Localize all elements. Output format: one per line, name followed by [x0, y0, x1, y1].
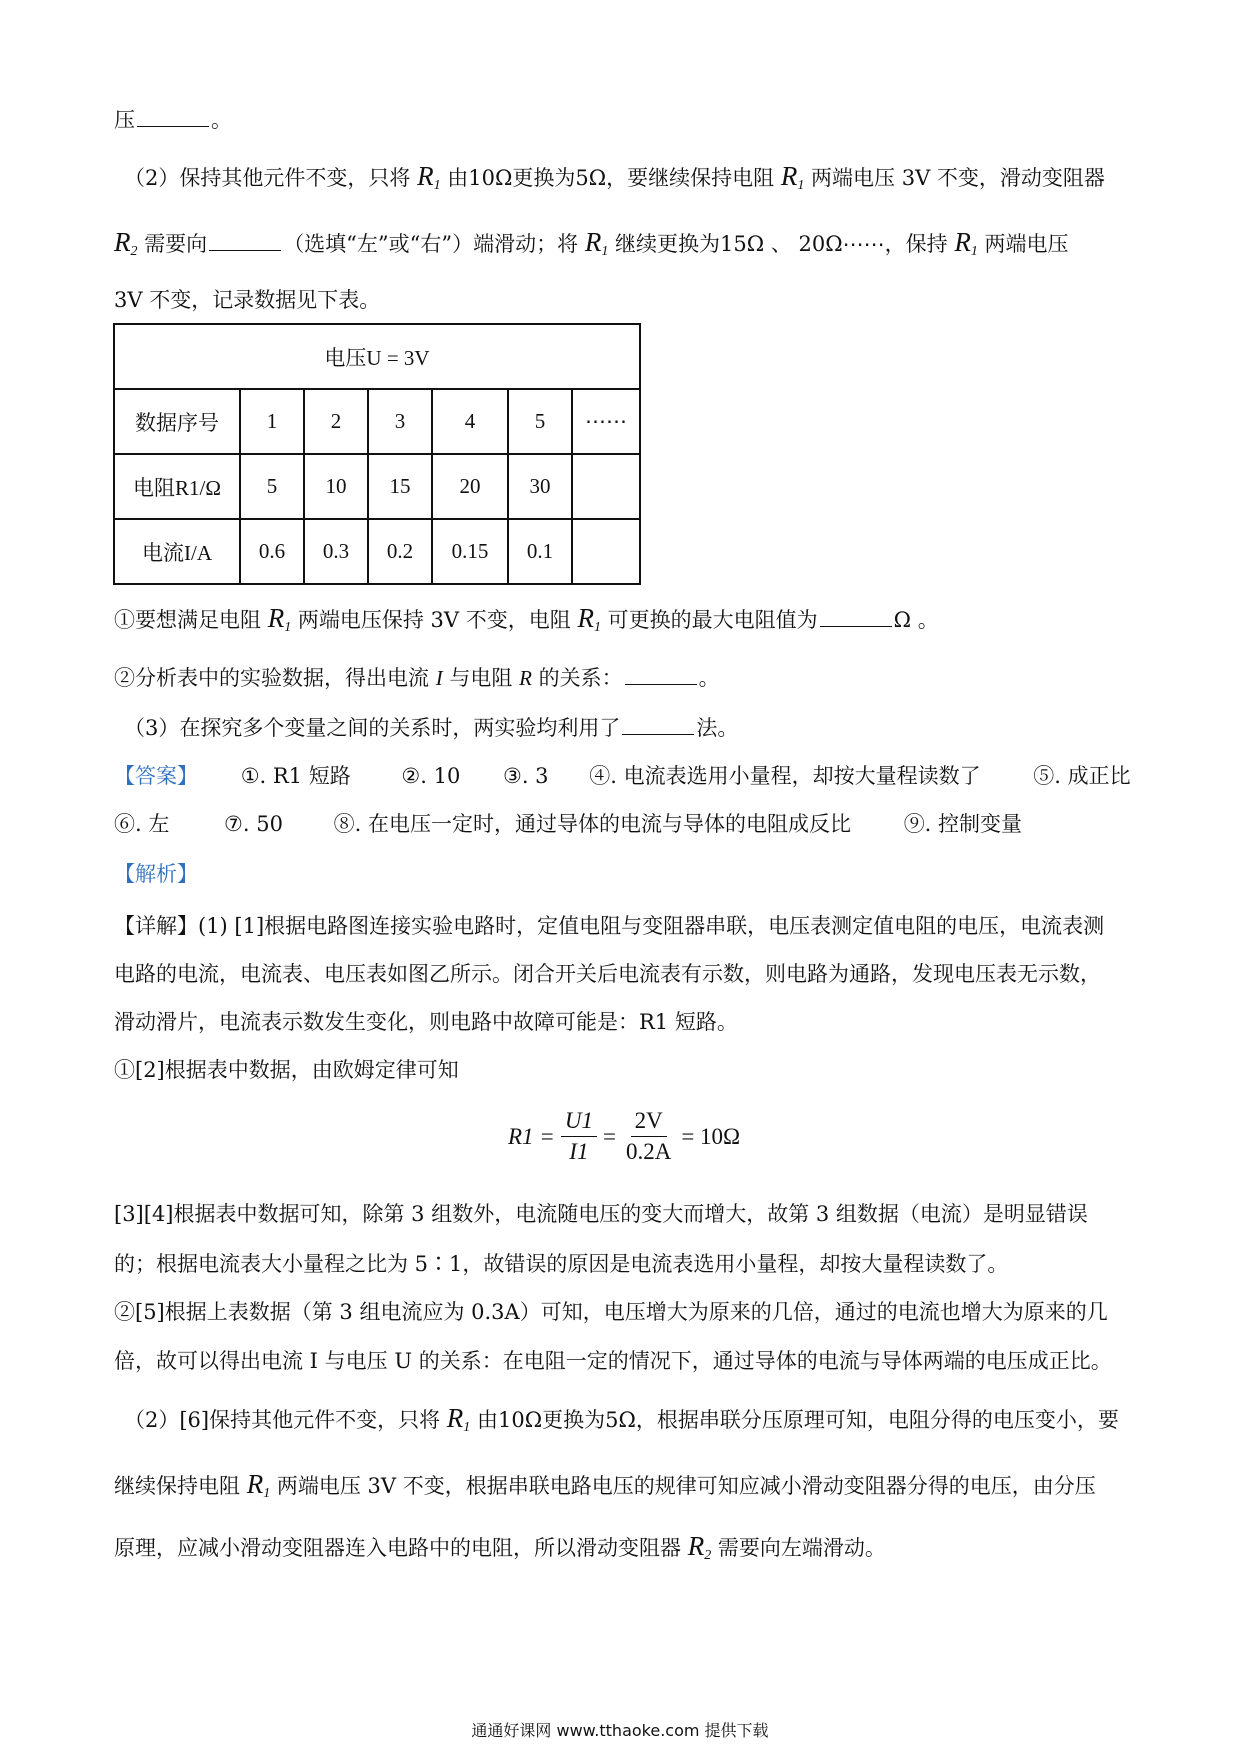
answer-line-1: 【答案】 ①. R1 短路 ②. 10 ③. 3 ④. 电流表选用小量程，却按大量程读数了 ⑤. 成正比: [114, 764, 1131, 788]
document-page: 压 。 （2）保持其他元件不变，只将 $R_1$ 由10Ω更换为5Ω，要继续保持电阻 $R_1$ 两端电压 3V 不变，滑动变阻器 $R_2$ 需要向 （选填“左”或“右”）端滑动；将 $R_1$ 继续更换为15Ω 、 20Ω⋯⋯，保持 $R_1$ 两端电压 3V 不变，记录数据见下表。 电压U = 3V 数据序号 1 2 3 4 5 ⋯⋯ 电阻R1/Ω 5 10 15 20 30 电流I/A 0.6 0.3 0.2 0.15 0.1 ①要想满足电阻 $R_1$ 两端电压保持 3V 不变，电阻 $R_1$ 可更换的最大电阻值为 Ω 。 ②分析表中的实验数据，得出电流 I 与电阻 R 的关系： 。 （3）在探究多个变量之间的关系时，两实验均利用了 法。 【答案】 ①. R1 短路 ②. 10 ③. 3 ④. 电流表选用小量程，却按大量程读数了 ⑤. 成正比 ⑥. 左 ⑦. 50 ⑧. 在电压一定时，通过导体的电流与导体的电阻成反比 ⑨. 控制变量 【解析】 【详解】(1) [1]根据电路图连接实验电路时，定值电阻与变阻器串联，电压表测定值电阻的电压，电流表测 电路的电流，电流表、电压表如图乙所示。闭合开关后电流表有示数，则电路为通路，发现电压表无示数， 滑动滑片，电流表示数发生变化，则电路中故障可能是：R1 短路。 ①[2]根据表中数据，由欧姆定律可知 R1 = $\frac{U1}{I1}$ = $\frac{2V}{0.2A}$ = 10Ω [3][4]根据表中数据可知，除第 3 组数外，电流随电压的变大而增大，故第 3 组数据（电流）是明显错误 的；根据电流表大小量程之比为 5∶1，故错误的原因是电流表选用小量程，却按大量程读数了。 ②[5]根据上表数据（第 3 组电流应为 0.3A）可知，电压增大为原来的几倍，通过的电流也增大为原来的几 倍，故可以得出电流 I 与电压 U 的关系：在电阻一定的情况下，通过导体的电流与导体两端的电压成正比。 （2）[6]保持其他元件不变，只将 $R_1$ 由10Ω更换为5Ω，根据串联分压原理可知，电阻分得的电压变小，要 继续保持电阻 $R_1$ 两端电压 3V 不变，根据串联电路电压的规律可知应减小滑动变阻器分得的电压，由分压 原理，应减小滑动变阻器连入电路中的电阻，所以滑动变阻器 $R_2$ 需要向左端滑动。 通通好课网 www.tthaoke.com 提供下载: [0, 0, 1240, 1754]
sub-question-1: ①要想满足电阻 $R_1$ 两端电压保持 3V 不变，电阻 $R_1$ 可更换的最大电阻值为 Ω 。: [114, 603, 939, 635]
answer-label: 【答案】: [114, 764, 198, 788]
analysis-part-2-line-2: 继续保持电阻 $R_1$ 两端电压 3V 不变，根据串联电路电压的规律可知应减小滑动变阻器分得的电压，由分压: [114, 1469, 1096, 1501]
table-header: 电压U = 3V: [114, 324, 640, 389]
line-1: 压 。: [114, 108, 232, 132]
row-label: 电流I/A: [114, 519, 240, 584]
table-row: 电阻R1/Ω 5 10 15 20 30: [114, 454, 640, 519]
symbol-r1: $R_1$: [246, 1469, 271, 1501]
answer-blank: [622, 716, 694, 735]
answer-line-2: ⑥. 左 ⑦. 50 ⑧. 在电压一定时，通过导体的电流与导体的电阻成反比 ⑨. 控制变量: [114, 812, 1023, 836]
sub-question-2: ②分析表中的实验数据，得出电流 I 与电阻 R 的关系： 。: [114, 666, 720, 690]
ohm-formula: R1 = $\frac{U1}{I1}$ = $\frac{2V}{0.2A}$ = 10Ω: [508, 1108, 741, 1164]
symbol-r1: $R_1$: [267, 603, 292, 635]
answer-blank: [209, 232, 281, 251]
table-row: 数据序号 1 2 3 4 5 ⋯⋯: [114, 389, 640, 454]
symbol-r2: $R_2$: [114, 227, 138, 259]
question-2-line-1: （2）保持其他元件不变，只将 $R_1$ 由10Ω更换为5Ω，要继续保持电阻 $R_1$ 两端电压 3V 不变，滑动变阻器: [124, 161, 1105, 193]
question-2-line-2: $R_2$ 需要向 （选填“左”或“右”）端滑动；将 $R_1$ 继续更换为15Ω 、 20Ω⋯⋯，保持 $R_1$ 两端电压: [114, 227, 1069, 259]
table-row: 电流I/A 0.6 0.3 0.2 0.15 0.1: [114, 519, 640, 584]
answer-blank: [820, 608, 892, 627]
page-footer: 通通好课网 www.tthaoke.com 提供下载: [471, 1721, 769, 1740]
question-2-line-3: 3V 不变，记录数据见下表。: [114, 288, 381, 312]
symbol-r1: $R_1$: [584, 227, 609, 259]
analysis-part-2-line-1: （2）[6]保持其他元件不变，只将 $R_1$ 由10Ω更换为5Ω，根据串联分压原理可知，电阻分得的电压变小，要: [124, 1403, 1119, 1435]
symbol-r1: $R_1$: [417, 161, 441, 193]
question-3: （3）在探究多个变量之间的关系时，两实验均利用了 法。: [124, 716, 739, 740]
symbol-r1: $R_1$: [954, 227, 978, 259]
analysis-label: 【解析】: [114, 862, 198, 886]
symbol-r1: $R_1$: [577, 603, 601, 635]
row-label: 电阻R1/Ω: [114, 454, 240, 519]
symbol-r1: $R_1$: [446, 1403, 471, 1435]
analysis-part-2-line-3: 原理，应减小滑动变阻器连入电路中的电阻，所以滑动变阻器 $R_2$ 需要向左端滑动。: [114, 1531, 886, 1563]
symbol-r2: $R_2$: [687, 1531, 712, 1563]
answer-blank: [625, 666, 697, 685]
data-table: [113, 323, 641, 585]
row-label: 数据序号: [114, 389, 240, 454]
answer-blank: [137, 108, 209, 127]
symbol-r1: $R_1$: [780, 161, 805, 193]
